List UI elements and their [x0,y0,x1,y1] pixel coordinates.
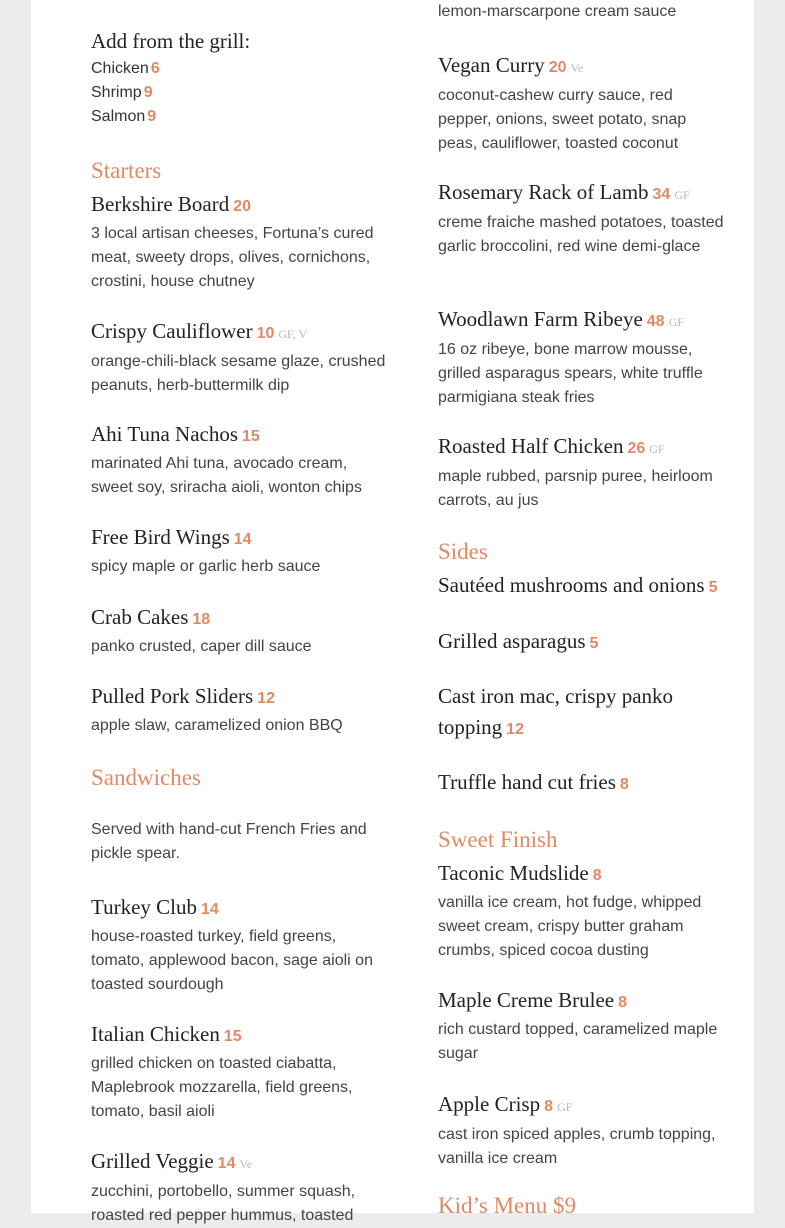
menu-item [91,419,391,500]
menu-item [438,1089,728,1171]
item-name: Woodlawn Farm Ribeye [438,307,643,331]
item-description: zucchini, portobello, summer squash, roasted red pepper hummus, toasted [91,1183,356,1224]
item-description: orange-chili-black sesame glaze, crushed peanuts, herb-buttermilk dip [91,353,386,394]
menu-item [438,858,728,963]
price: 14 [201,901,219,918]
price: 20 [233,198,252,215]
menu-item [91,316,391,398]
price: 20 [548,59,567,76]
menu-item [91,522,391,579]
item-description: grilled chicken on toasted ciabatta, Maplebrook mozzarella, field greens, tomato, basil aioli [91,1055,353,1120]
section-title-sweet-finish: Sweet Finish [438,827,558,852]
item-description: coconut-cashew curry sauce, red pepper, onions, sweet potato, snap peas, cauliflower, toasted coconut [438,87,687,152]
menu-item [438,50,728,156]
item-description: maple rubbed, parsnip puree, heirloom carrots, au jus [438,468,713,509]
menu-item [91,681,391,738]
menu-item [91,602,391,659]
diet-tag: GF, V [278,327,308,341]
price: 8 [592,867,602,884]
item-description: 3 local artisan cheeses, Fortuna’s cured meat, sweety drops, olives, cornichons, crostini, house chutney [91,225,374,290]
item-name: Sautéed mushrooms and onions [438,573,705,597]
side-item [438,626,728,659]
price: 12 [257,690,275,707]
price: 48 [646,313,665,330]
item-name: Vegan Curry [438,53,545,77]
diet-tag: GF [556,1100,573,1114]
item-name: Grilled asparagus [438,629,586,653]
item-name: Crab Cakes [91,605,189,629]
price: 5 [589,635,599,652]
side-item [438,767,728,800]
price: 9 [147,108,157,125]
price: 6 [150,60,160,77]
item-name: Roasted Half Chicken [438,434,624,458]
item-name: Italian Chicken [91,1022,220,1046]
item-name: Cast iron mac, crispy panko topping [438,684,674,739]
grill-item: Shrimp 9 [91,84,153,101]
menu-item [438,177,728,259]
menu-item [91,892,391,997]
diet-tag: GF [649,442,665,456]
price: 9 [143,84,153,101]
item-name: Taconic Mudslide [438,861,589,885]
grill-item: Salmon 9 [91,108,157,125]
grill-block [91,26,391,129]
item-name: Apple Crisp [438,1092,541,1116]
item-name: Rosemary Rack of Lamb [438,180,649,204]
price: 8 [544,1098,553,1115]
diet-tag: Ve [570,61,584,75]
menu-item [91,189,391,294]
item-name: Free Bird Wings [91,525,230,549]
diet-tag: GF [668,315,684,329]
item-description: rich custard topped, caramelized maple sugar [438,1021,718,1062]
price: 14 [233,531,252,548]
menu-page [31,0,754,1224]
price: 34 [652,186,671,203]
item-name: Ahi Tuna Nachos [91,422,239,446]
item-description: spicy maple or garlic herb sauce [91,558,321,575]
price: 26 [627,440,646,457]
menu-item [438,985,728,1066]
section-title-kids-menu: Kid’s Menu $9 [438,1193,576,1218]
item-name: Grilled Veggie [91,1149,214,1173]
side-item [438,570,728,603]
item-description: panko crusted, caper dill sauce [91,638,312,655]
item-name: Pulled Pork Sliders [91,684,254,708]
section-title-sandwiches: Sandwiches [91,765,201,790]
section-title-sides: Sides [438,539,488,564]
item-name: Crispy Cauliflower [91,319,253,343]
side-item [438,681,698,745]
item-name: Truffle hand cut fries [438,770,616,794]
item-description: lemon-marscarpone cream sauce [438,3,677,20]
menu-item [91,1019,391,1124]
price: 18 [192,611,211,628]
price: 14 [217,1155,236,1172]
item-description: vanilla ice cream, hot fudge, whipped sweet cream, crispy butter graham crumbs, spiced cocoa dusting [438,894,702,959]
menu-item [438,431,728,513]
price: 5 [708,579,718,596]
menu-item [91,1146,391,1228]
item-description: house-roasted turkey, field greens, tomato, applewood bacon, sage aioli on toasted sourdough [91,928,373,993]
item-name: Turkey Club [91,895,197,919]
price: 15 [223,1028,242,1045]
item-description: apple slaw, caramelized onion BBQ [91,717,343,734]
price: 12 [506,721,524,738]
grill-title: Add from the grill: [91,29,251,53]
price: 8 [618,994,628,1011]
section-title-starters: Starters [91,158,162,183]
item-description: creme fraiche mashed potatoes, toasted garlic broccolini, red wine demi-glace [438,214,724,255]
price: 10 [256,325,275,342]
item-name: Berkshire Board [91,192,230,216]
item-description: marinated Ahi tuna, avocado cream, sweet soy, sriracha aioli, wonton chips [91,455,362,496]
diet-tag: GF [674,188,690,202]
price: 8 [619,776,629,793]
section-note: Served with hand-cut French Fries and pickle spear. [91,821,367,862]
grill-item: Chicken 6 [91,60,160,77]
item-description: cast iron spiced apples, crumb topping, vanilla ice cream [438,1126,716,1167]
item-description: 16 oz ribeye, bone marrow mousse, grilled asparagus spears, white truffle parmigiana steak fries [438,341,703,406]
diet-tag: Ve [239,1157,253,1171]
menu-item [438,304,728,410]
item-name: Maple Creme Brulee [438,988,615,1012]
price: 15 [242,428,260,445]
